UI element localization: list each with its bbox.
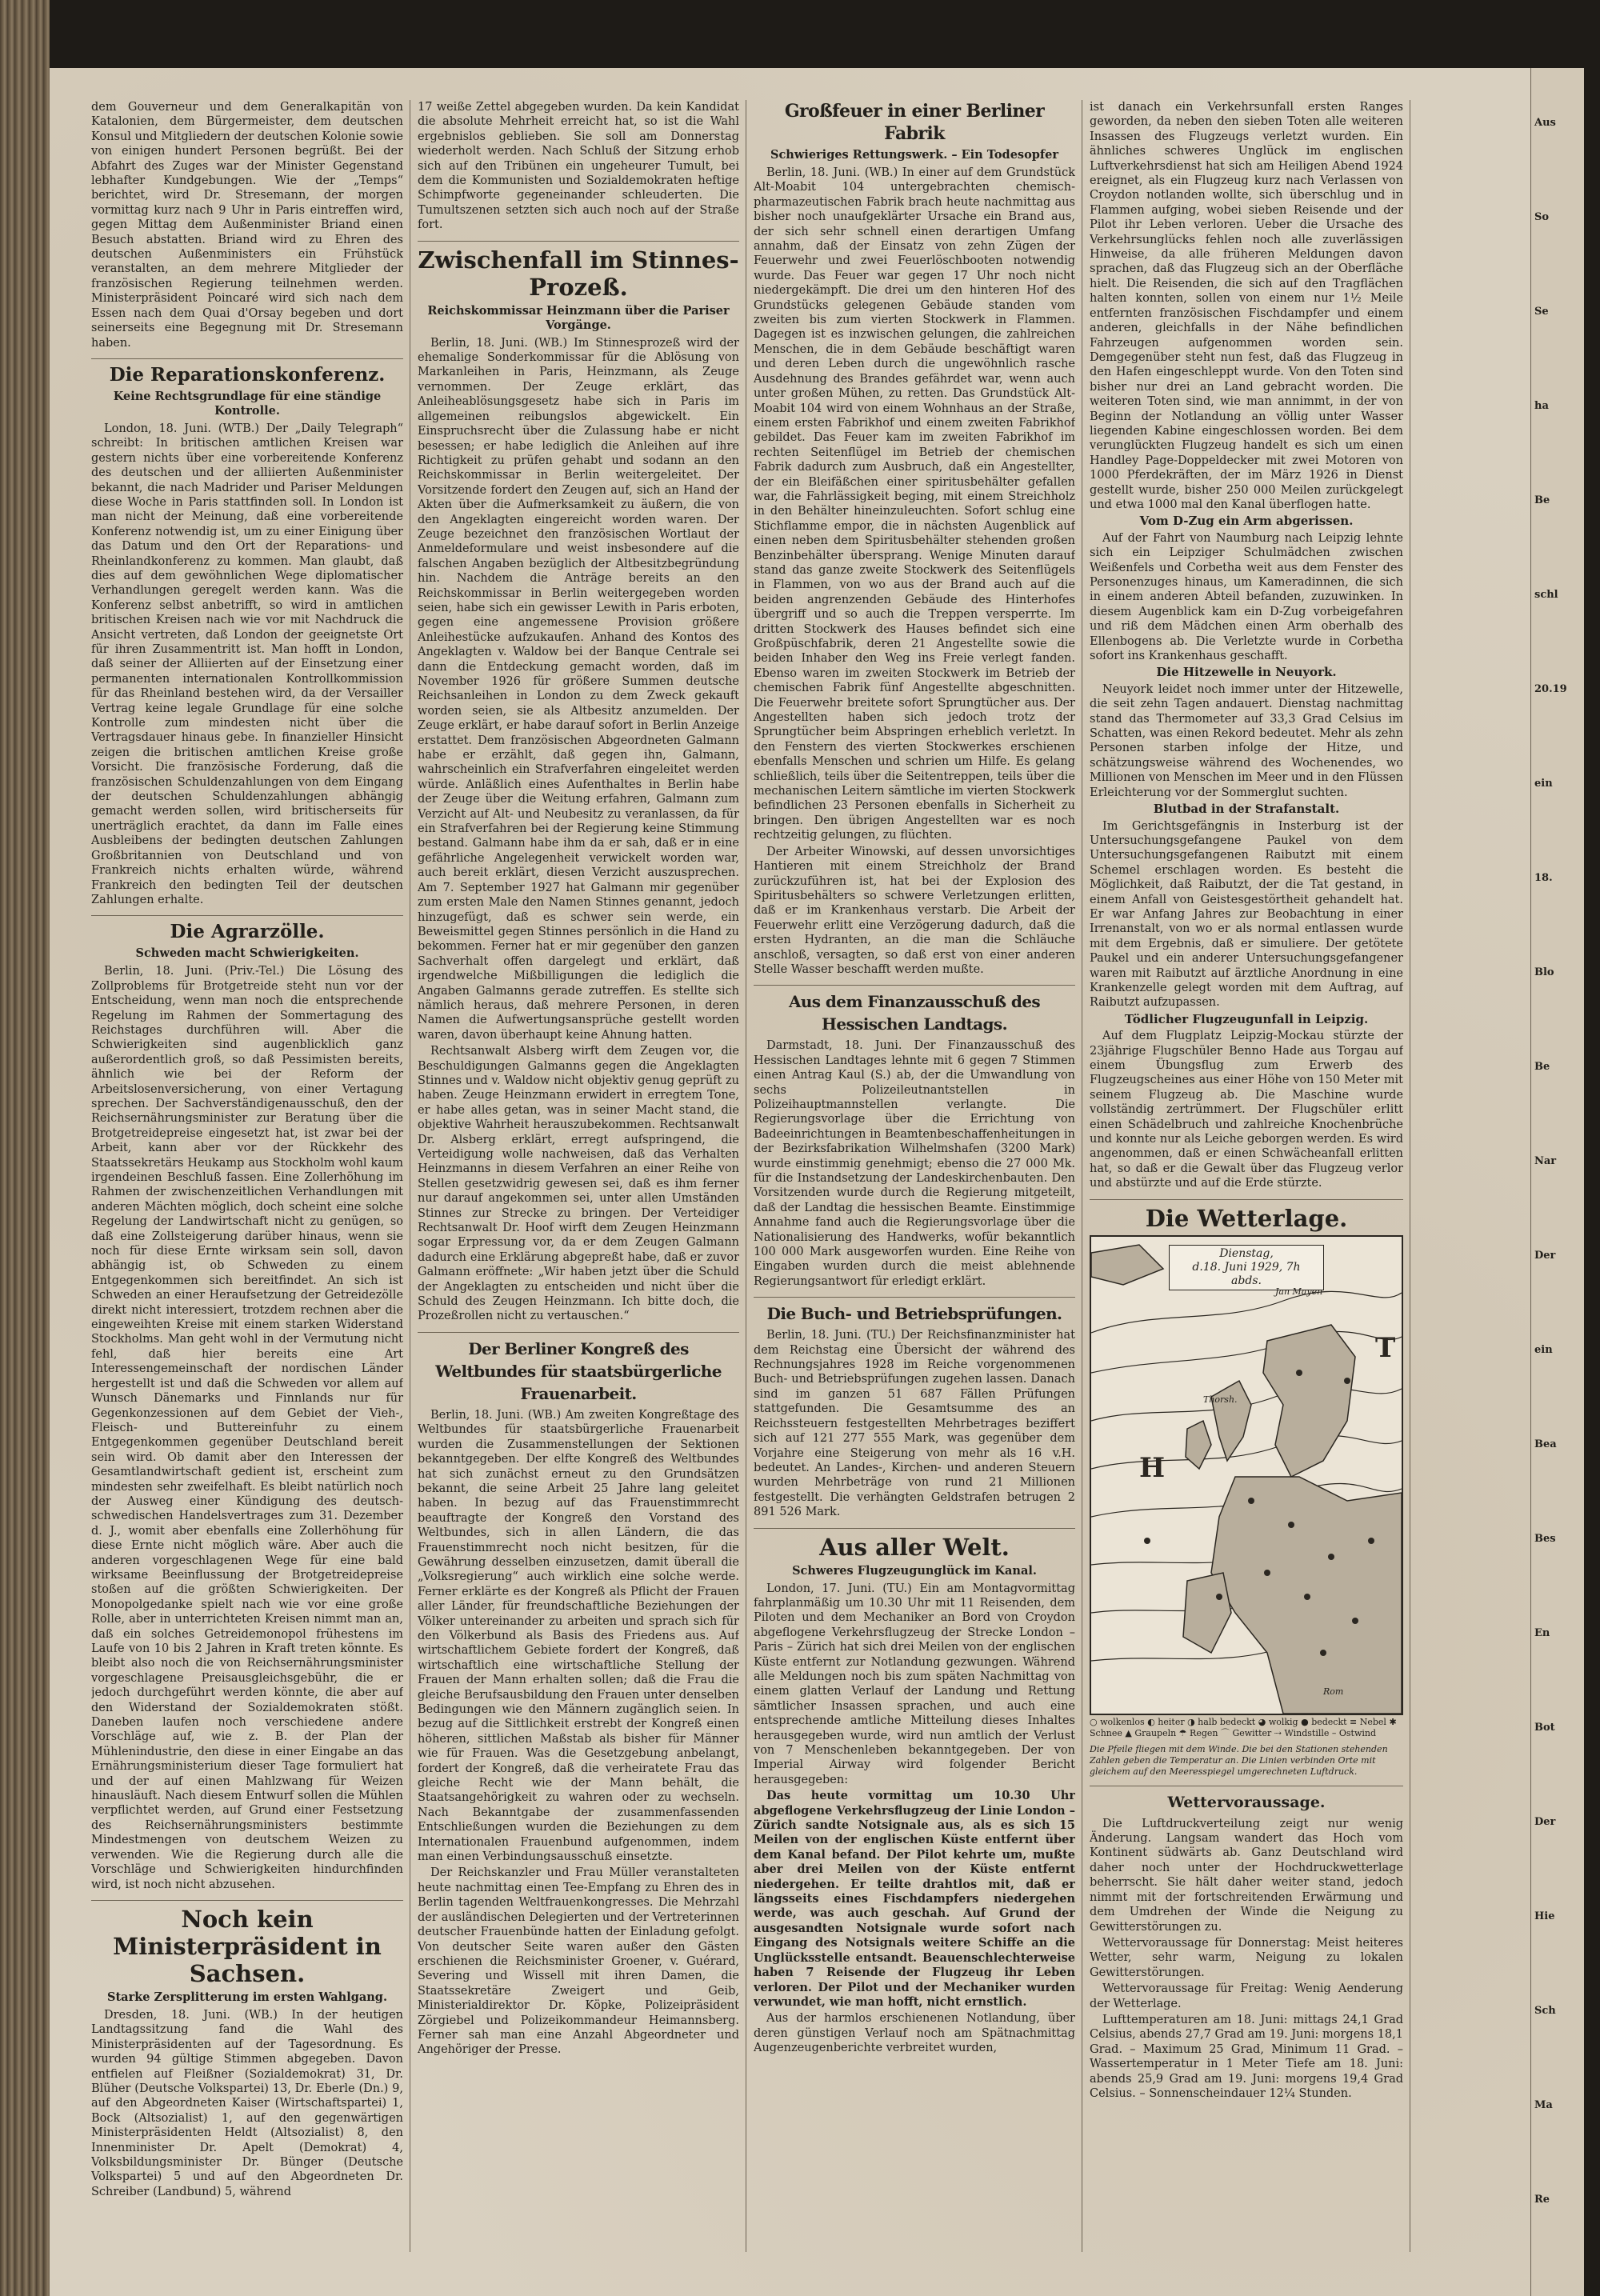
adjacent-page-fragment-text: Bot — [1534, 1722, 1555, 1734]
map-caption-day: Dienstag, — [1219, 1246, 1274, 1260]
adjacent-page-fragment-text: schl — [1534, 589, 1558, 601]
adjacent-page-fragment-text: Nar — [1534, 1155, 1557, 1167]
headline-ministerpraesident: Noch kein Ministerpräsident in Sachsen. — [91, 1900, 403, 1987]
article-body: Berlin, 18. Juni. (TU.) Der Reichsfinanzminister hat dem Reichstag eine Übersicht der während des Rechnungsjahres 1928 im Reiche vorgenommenen Buch- und Betriebsprüfungen zugehen lassen. Danach sind im ganzen 51 687 Fällen Prüfungen stattgefunden. Die Gesamtsumme des an Reichssteuern festgestellten Mehrbetrages beziffert sich auf 121 277 555 Mark, was gegenüber dem Vorjahre eine Steigerung von mehr als 16 v.H. bedeutet. An Landes-, Kirchen- und anderen Steuern wurden Mehrbeträge von rund 21 Millionen festgestellt. Die verhängten Geldstrafen betrugen 2 891 526 Mark. — [754, 1329, 1075, 1519]
headline-weltbund-kongress: Der Berliner Kongreß des Weltbundes für staatsbürgerliche Frauenarbeit. — [418, 1332, 739, 1405]
map-caption — [1169, 1245, 1324, 1290]
adjacent-page-fragment-text: Hie — [1534, 1910, 1555, 1922]
map-place-label: Jan Mayen — [1275, 1286, 1323, 1297]
weather-map-graphic — [1091, 1237, 1402, 1714]
adjacent-page-fragment-text: 18. — [1534, 872, 1553, 884]
adjacent-page-fragment-text: So — [1534, 211, 1550, 223]
adjacent-page-fragment-text: ein — [1534, 778, 1553, 790]
adjacent-page-fragment-text: Re — [1534, 2194, 1550, 2206]
article-body: Die Luftdruckverteilung zeigt nur wenig Änderung. Langsam wandert das Hoch vom Kontinent südwärts ab. Ganz Deutschland wird daher noch unter der Hochdruckwetterlage beherrscht. Sie hält daher weiter stand, jedoch nimmt mit der fortschreitenden Erwärmung und dem Umdrehen der Winde die Neigung zu Gewitterstörungen zu. — [1090, 1817, 1403, 1934]
headline-reparationskonferenz: Die Reparationskonferenz. — [91, 358, 403, 386]
adjacent-page-fragment-text: ein — [1534, 1344, 1553, 1356]
article-body: Lufttemperaturen am 18. Juni: mittags 24,1 Grad Celsius, abends 27,7 Grad am 19. Juni: morgens 18,1 Grad. – Maximum 25 Grad, Minimum 11 Grad. – Wassertemperatur in 1 Meter Tiefe am 18. Juni: abends 25,9 Grad am 19. Juni: morgens 19,4 Grad Celsius. – Sonnenscheindauer 12¼ Stunden. — [1090, 2013, 1403, 2100]
map-place-label: Rom — [1323, 1686, 1344, 1697]
headline-wetterlage: Die Wetterlage. — [1090, 1199, 1403, 1232]
headline-agrarzoelle: Die Agrarzölle. — [91, 915, 403, 943]
headline-stinnes-prozess: Zwischenfall im Stinnes-Prozeß. — [418, 241, 739, 301]
article-body: London, 17. Juni. (TU.) Ein am Montagvormittag fahrplanmäßig um 10.30 Uhr mit 11 Reisenden, dem Piloten und dem Mechaniker an Bord von Croydon abgeflogene Verkehrsflugzeug der Strecke London – Paris – Zürich hat sich drei Meilen von der englischen Küste entfernt zur Notlandung gezwungen. Während alle Meldungen noch bis zum späten Nachmittag von einem glatten Verlauf der Landung und Rettung sämtlicher Insassen sprachen, und auch eine entsprechende amtliche Mitteilung dieses Inhaltes herausgegeben wurde, wird nun amtlich der Verlust von 7 Menschenleben bekanntgegeben. Der von Imperial Airway wird folgender Bericht herausgegeben: — [754, 1582, 1075, 1786]
article-body: Der Arbeiter Winowski, auf dessen unvorsichtiges Hantieren mit einem Streichholz der Brand zurückzuführen ist, hat bei der Explosion des Spiritusbehälters so schwere Verletzungen erlitten, daß er im Krankenhaus verstarb. Die Arbeit der Feuerwehr erlitt eine Verzögerung dadurch, daß die ersten Hydranten, an die man die Schläuche anschloß, versagten, so daß erst von einer anderen Stelle Wasser beschafft werden mußte. — [754, 845, 1075, 976]
subheadline: Schweres Flugzeugunglück im Kanal. — [792, 1563, 1037, 1578]
book-binding — [0, 0, 50, 2296]
adjacent-page-fragment — [1530, 68, 1584, 2296]
article-body: Berlin, 18. Juni. (Priv.-Tel.) Die Lösung des Zollproblems für Brotgetreide steht nun vor der Entscheidung, wenn man noch die entsprechende Regelung im Rahmen der Sommertagung des Reichstages durchführen will. Aber die Schwierigkeiten sind augenblicklich ganz außerordentlich groß, so daß Pessimisten bereits, ähnlich wie bei der Reform der Arbeitslosenversicherung, von einer Vertagung sprechen. Der Sachverständigenausschuß, den der Reichsernährungsminister zur Beratung über die Brotgetreidepreise eingesetzt hat, ist zwar bei der Arbeit, kann aber vor der Rückkehr des Staatssekretärs Heukamp aus Stockholm wohl kaum irgendeinen Beschluß fassen. Eine Zollerhöhung im Rahmen der zwischenzeitlichen Verhandlungen mit anderen Mächten möglich, doch scheint eine solche Regelung der Landwirtschaft nicht zu genügen, so daß eine Zollsteigerung darüber hinaus, wenn sie noch für diese Ernte wirksam sein soll, davon abhängig ist, ob Schweden zu einem Entgegenkommen sich bereitfindet. An sich ist Schweden an einer Heraufsetzung der Getreidezölle direkt nicht interessiert, trotzdem rechnen aber die eingeweihten Kreise mit einem starken Widerstand Stockholms. Man geht wohl in der Vermutung nicht fehl, daß hier bereits eine Art Interessengemeinschaft der nordischen Länder hergestellt ist und daß die Schweden vor allem auf Wunsch Dänemarks und Finnlands nur für Gegenkonzessionen auf dem Gebiet der Vieh-, Fleisch- und Buttereinfuhr zu einem Entgegenkommen gegenüber Deutschland bereit sein wird. Ob damit aber den Interessen der Gesamtlandwirtschaft gedient ist, erscheint zum mindesten sehr zweifelhaft. Es bleibt natürlich noch der Ausweg einer Kündigung des deutsch-schwedischen Handelsvertrages zum 31. Dezember d. J., womit aber ebenfalls eine Zollerhöhung für diese Ernte nicht möglich wäre. Aber auch die anderen vorgeschlagenen Wege für eine bald wirksame Beeinflussung der Brotgetreidepreise stoßen auf die größten Schwierigkeiten. Der Monopolgedanke spielt nach wie vor eine große Rolle, aber in unterrichteten Kreisen nimmt man an, daß ein solches Getreidemonopol frühestens im Laufe von 10 bis 2 Jahren in Kraft treten könnte. Es bleibt also noch die von Reichsernährungsminister vorgeschlagene Preisausgleichsgebühr, die er jedoch durchgeführt werden könnte, die aber auf den Widerstand der Sozialdemokraten stößt. Daneben laufen noch verschiedene andere Vorschläge auf, wie z. B. der Plan der Mühlenindustrie, den diese in einer Eingabe an das Ernährungsministerium dieser Tage formuliert hat und der auf einen Mahlzwang für Weizen hinausläuft. Nach diesem Entwurf sollen die Mühlen verpflichtet werden, auf Grund einer Festsetzung des Reichsernährungsministers bestimmte Mindestmengen von deutschem Weizen zu verwenden. Wie die Regierung durch alle die Vorschläge und Schwierigkeiten hindurchfinden wird, ist noch nicht abzusehen. — [91, 965, 403, 1891]
adjacent-page-fragment-text: Se — [1534, 306, 1549, 318]
headline-aus-aller-welt: Aus aller Welt. — [754, 1528, 1075, 1561]
article-body: Berlin, 18. Juni. (WB.) Im Stinnesprozeß wird der ehemalige Sonderkommissar für die Ablösung von Markanleihen in Paris, Heinzmann, als Zeuge vernommen. Der Zeuge erklärt, das Anleiheablösungsgesetz habe sich in Paris im allgemeinen reibungslos abgewickelt. Ein Einspruchsrecht über die Zulassung habe er nicht besessen; er habe lediglich die Anleihen auf ihre Richtigkeit zu prüfen gehabt und sodann an den Reichskommissar in Berlin weitergeleitet. Der Vorsitzende fordert den Zeugen auf, sich an Hand der Akten über die Aufmerksamkeit zu äußern, die von den Angeklagten eingereicht worden waren. Der Zeuge bezeichnet den französischen Wortlaut der Anmeldeformulare und weist insbesondere auf die falschen Angaben bezüglich der Altbesitzbegründung hin. Nachdem die Anträge bereits an den Reichskommissar in Berlin weitergegeben worden seien, habe sich ein gewisser Lewith in Paris erboten, gegen eine angemessene Provision größere Anleihestücke aufzukaufen. Anhand des Kontos des Angeklagten v. Waldow bei der Banque Centrale sei dann die Entdeckung gemacht worden, daß im November 1926 für größere Summen deutsche Reichsanleihen in London zu dem Zweck gekauft worden seien, sie als Altbesitz anzumelden. Der Zeuge erklärt, er habe darauf sofort in Berlin Anzeige erstattet. Dem französischen Abgeordneten Galmann habe er erzählt, daß gegen ihn, Galmann, wahrscheinlich ein Strafverfahren eingeleitet werden würde. Anläßlich eines Aufenthaltes in Berlin habe der Zeuge über die Weitung erfahren, Galmann zum Verzicht auf Alt- und Neubesitz zu veranlassen, da für ein Strafverfahren bei der Regierung keine Stimmung bestand. Galmann habe ihm da er sah, daß er in eine gefährliche Angelegenheit verwickelt worden war, auch bereit erklärt, diesen Verzicht auszusprechen. Am 7. September 1927 hat Galmann mir gegenüber zum ersten Male den Namen Stinnes genannt, jedoch hinzugefügt, daß es schwer sein werde, ein Beweismittel gegen Stinnes persönlich in die Hand zu bekommen. Ferner hat er mir gegenüber den ganzen Sachverhalt offen dargelegt und erklärt, daß irgendwelche Mißbilligungen die lediglich die Angaben Galmanns gerade zutreffen. Es stellte sich nämlich heraus, daß mehrere Personen, in deren Namen die Aufwertungsansprüche gestellt worden waren, davon überhaupt keine Ahnung hatten. — [418, 336, 739, 1042]
article-body: Auf der Fahrt von Naumburg nach Leipzig lehnte sich ein Leipziger Schulmädchen zwischen Weißenfels und Corbetha weit aus dem Fenster des Personenzuges hinaus, um Kameradinnen, die sich in einem anderen Abteil befanden, zuzuwinken. In diesem Augenblick kam ein D-Zug vorbeigefahren und riß dem Mädchen einen Arm oberhalb des Ellenbogens ab. Die Verletzte wurde in Corbetha sofort ins Krankenhaus geschafft. — [1090, 531, 1403, 663]
column-4 — [1090, 100, 1403, 2252]
subheadline: Blutbad in der Strafanstalt. — [1153, 802, 1340, 817]
article-continuation: ist danach ein Verkehrsunfall ersten Ranges geworden, da neben den sieben Toten alle weiteren Insassen des Flugzeugs verletzt wurden. Ein ähnliches schweres Unglück im englischen Luftverkehrsdienst hat sich am Heiligen Abend 1924 ereignet, als ein Flugzeug kurz nach Verlassen von Croydon notlanden wollte, sich überschlug und in Flammen aufging, wobei sieben Reisende und der Pilot ihr Leben verloren. Ueber die Ursache des Verkehrsunglücks fehlen noch alle zuverlässigen Hinweise, da alle früheren Meldungen davon sprachen, daß das Flugzeug sich an der Oberfläche hielt. Die Reisenden, die sich auf den Tragflächen halten konnten, sollen von einem nur 1½ Meile entfernten französischen Fischdampfer und einem anderen, gleichfalls in der Nähe befindlichen Fahrzeugen aufgenommen worden sein. Demgegenüber steht nun fest, daß das Flugzeug in den Hafen eingeschleppt wurde. Von den Toten sind bisher nur drei an Land gebracht worden. Die weiteren Toten sind, wie man annimmt, in der von Beginn der Notlandung an völlig unter Wasser liegenden Kabine eingeschlossen worden. Bei dem verunglückten Flugzeug handelt es sich um einen Handley Page-Doppeldecker mit zwei Motoren von 1000 Pferdekräften, der im März 1926 in Dienst gestellt wurde, bisher 250 000 Meilen zurückgelegt und etwa 1000 mal den Kanal überflogen hatte. — [1090, 101, 1403, 511]
newspaper-page — [50, 68, 1584, 2296]
article-body: Berlin, 18. Juni. (WB.) In einer auf dem Grundstück Alt-Moabit 104 untergebrachten chemisch-pharmazeutischen Fabrik brach heute nachmittag aus bisher noch unaufgeklärter Ursache ein Brand aus, der sich sehr schnell einen derartigen Umfang annahm, daß der Einsatz von zehn Zügen der Feuerwehr und zwei Feuerlöschbooten notwendig wurde. Das Feuer war gegen 17 Uhr noch nicht niedergekämpft. Die drei um den hinteren Hof des Grundstücks gelegenen Gebäude standen vom zweiten bis zum vierten Stockwerk in Flammen. Dagegen ist es inzwischen gelungen, die zahlreichen Menschen, die in dem Gebäude beschäftigt waren und deren Leben durch die ungewöhnlich rasche Ausdehnung des Brandes gefährdet war, wenn auch unter großen Mühen, zu retten. Das Grundstück Alt-Moabit 104 wird von einem Wohnhaus an der Straße, einem ersten Fabrikhof und einem zweiten Fabrikhof gebildet. Das Feuer kam im zweiten Fabrikhof im rechten Seitenflügel im Betrieb der chemischen Fabrik dadurch zum Ausbruch, daß ein Angestellter, der ein Bleifäßchen einer spiritusbehälter gefallen war, die Fahrlässigkeit beging, mit einem Streichholz in den Behälter hineinzuleuchten. Sofort schlug eine Stichflamme empor, die in nächsten Augenblick auf einen neben dem Spiritusbehälter stehenden großen Benzinbehälter übersprang. Wenige Minuten darauf stand das ganze zweite Stockwerk des Seitenflügels in Flammen, von wo aus der Brand auch auf die beiden angrenzenden Gebäude des Hinterhofes übergriff und so auch die Treppen versperrte. Im dritten Stockwerk des Hauses befindet sich eine Großpüschfabrik, deren 21 Angestellte sowie die beiden Inhaber den Weg ins Freie verlegt fanden. Ebenso waren im zweiten Stockwerk im Betrieb der chemischen Fabrik fünf Angestellte abgeschnitten. Die Feuerwehr breitete sofort Sprungtücher aus. Der Angestellten haben sich jedoch trotz der Sprungtücher beim Abspringen erheblich verletzt. In den Fenstern des vierten Stockwerkes erschienen ebenfalls Menschen und schrien um Hilfe. Es gelang schließlich, teils über die Seitentreppen, teils über die mechanischen Leitern sämtliche im vierten Stockwerk befindlichen 23 Personen ebenfalls in Sicherheit zu bringen. Den übrigen Angestellten war es noch rechtzeitig gelungen, zu flüchten. — [754, 166, 1075, 842]
subheadline: Schweden macht Schwierigkeiten. — [135, 946, 359, 961]
adjacent-page-fragment-text: Be — [1534, 494, 1550, 506]
headline-grossfeuer: Großfeuer in einer Berliner Fabrik — [784, 101, 1045, 144]
weather-map — [1090, 1235, 1403, 1715]
subheadline: Starke Zersplitterung im ersten Wahlgang. — [107, 1990, 387, 2004]
article-body: Berlin, 18. Juni. (WB.) Am zweiten Kongreßtage des Weltbundes für staatsbürgerliche Frauenarbeit wurden die Zusammenstellungen der Sektionen bekanntgegeben. Der elfte Kongreß des Weltbundes hat sich zunächst erneut zu den Grundsätzen bekannt, die seine Arbeit 25 Jahre lang geleitet haben. In bezug auf das Frauenstimmrecht beauftragte der Kongreß den Vorstand des Weltbundes, sich in allen Ländern, die das Frauenstimmrecht noch nicht besitzen, für die Gewährung desselben einzusetzen, damit überall die „Volksregierung“ auch wirklich eine solche werde. Ferner erklärte es der Kongreß als Pflicht der Frauen aller Länder, für freundschaftliche Beziehungen der Völker untereinander zu arbeiten und sprach sich für den Völkerbund als Basis des Friedens aus. Auf wirtschaftlichem Gebiete fordert der Kongreß, daß wirtschaftlich eine wirtschaftliche Stellung der Frauen der Mann erhalten sollen; daß die Frau die gleiche Berufsausbildung den Frauen unter denselben Bedingungen wie den Männern zugänglich seien. In bezug auf die Sittlichkeit erstrebt der Kongreß einen höheren, sittlichen Maßstab als bisher für Männer wie für Frauen. Was die Gesetzgebung anbelangt, fordert der Kongreß, daß die verheiratete Frau das gleiche Recht wie der Mann behält, die Staatsangehörigkeit zu wahren oder zu wechseln. Nach Bekanntgabe der zusammenfassenden Entschließungen wurden die Beziehungen zu dem Internationalen Frauenbund aufgenommen, indem man einen Verbindungsausschuß einsetzte. — [418, 1408, 739, 1864]
article-body: Darmstadt, 18. Juni. Der Finanzausschuß des Hessischen Landtages lehnte mit 6 gegen 7 Stimmen einen Antrag Kaul (S.) ab, der die Umwandlung von sechs Polizeileutnantstellen in Polizeihauptmannstellen verlangte. Die Regierungsvorlage über die Errichtung von Badeeinrichtungen in Beamtenbeschaffenheitungen in der Bezirksfabrikation Wilhelmshafen (3200 Mark) wurde einstimmig genehmigt; ebenso die 27 000 Mk. für die Instandsetzung der Landeskirchenbauten. Den Vorsitzenden wurde durch die Regierung mitgeteilt, daß der Landtag die hessischen Beamte. Einstimmige Annahme fand auch die Regierungsvorlage über die Nationalisierung des Handwerks, wofür bekanntlich 100 000 Mark ausgeworfen wurden. Eine Reihe von Eingaben wurden durch die meist ablehnende Regierungsantwort für erledigt erklärt. — [754, 1039, 1075, 1288]
svg-text:T: T — [1375, 1331, 1396, 1364]
adjacent-page-fragment-text: Be — [1534, 1061, 1550, 1073]
adjacent-page-fragment-text: ha — [1534, 400, 1549, 412]
article-body: Das heute vormittag um 10.30 Uhr abgeflogene Verkehrsflugzeug der Linie London – Zürich sandte Notsignale aus, als es sich 15 Meilen von der englischen Küste entfernt über dem Kanal befand. Der Pilot kehrte um, mußte aber drei Meilen von der Küste entfernt niedergehen. Er teilte drahtlos mit, daß er längsseits eines Fischdampfers niedergehen werde, was auch geschah. Auf Grund der ausgesandten Notsignale wurde sofort nach Eingang des Notsignals weitere Schiffe an die Unglücksstelle entsandt. Beauenschlechterweise haben 7 Reisende der Flugzeug ihr Leben verloren. Der Pilot und der Mechaniker wurden verwundet, wie man hofft, nicht ernstlich. — [754, 1789, 1075, 2009]
adjacent-page-fragment-text: Bes — [1534, 1533, 1556, 1545]
article-body: Auf dem Flugplatz Leipzig-Mockau stürzte der 23jährige Flugschüler Benno Hade aus Torgau auf einem Übungsflug zum Erwerb des Flugzeugscheines aus einer Höhe von 150 Meter mit seinem Flugzeug ab. Die Maschine wurde vollständig zertrümmert. Der Flugschüler erlitt einen Schädelbruch und zahlreiche Knochenbrüche und konnte nur als Leiche geborgen werden. Es wird angenommen, daß er einen Schwächeanfall erlitten hat, so daß er die Gewalt über das Flugzeug verlor und abstürzte und auf die Erde stürzte. — [1090, 1030, 1403, 1190]
article-body: Neuyork leidet noch immer unter der Hitzewelle, die seit zehn Tagen andauert. Dienstag nachmittag stand das Thermometer auf 33,3 Grad Celsius im Schatten, was einen Rekord bedeutet. Mehr als zehn Personen starben infolge der Hitze, und schätzungsweise während des Wochenendes, wo Millionen von Menschen im Meer und in den Flüssen Erleichterung vor der Sommerglut suchten. — [1090, 682, 1403, 799]
subheadline: Vom D-Zug ein Arm abgerissen. — [1139, 514, 1354, 529]
adjacent-page-fragment-text: Der — [1534, 1816, 1556, 1828]
adjacent-page-fragment-text: Der — [1534, 1250, 1556, 1262]
subheadline: Reichskommissar Heinzmann über die Pariser Vorgänge. — [427, 303, 730, 332]
column-3 — [754, 100, 1075, 2252]
adjacent-page-fragment-text: Blo — [1534, 966, 1554, 978]
column-2 — [418, 100, 739, 2252]
adjacent-page-fragment-text: En — [1534, 1627, 1550, 1639]
adjacent-page-fragment-text: Ma — [1534, 2099, 1553, 2111]
headline-finanzausschuss: Aus dem Finanzausschuß des Hessischen Landtags. — [754, 985, 1075, 1035]
article-body: London, 18. Juni. (WTB.) Der „Daily Telegraph“ schreibt: In britischen amtlichen Kreisen war gestern nichts über eine vorbereitende Konferenz des deutschen und der alliierten Außenminister bekannt, die nach Madrider und Pariser Meldungen diese Woche in Paris stattfinden soll. In London ist man nicht der Meinung, daß eine vorbereitende Konferenz notwendig ist, um zu einer Einigung über das Datum und den Ort der Reparations- und Rheinlandkonferenz zu kommen. Man glaubt, daß dies auf dem gewöhnlichen Wege diplomatischer Verhandlungen geregelt werden kann. Was die Konferenz selbst anbetrifft, so wird in amtlichen britischen Kreisen nach wie vor mit Nachdruck die Ansicht vertreten, daß London der geeignetste Ort für ihren Zusammentritt ist. Man hofft in London, daß seiner der Alliierten auf der Einsetzung einer permanenten internationalen Kontrollkommission für das Rheinland bestehen wird, da der Versailler Vertrag keine legale Grundlage für eine solche Kontrolle zum mindesten nicht über die Vertragsdauer hinaus gebe. In finanzieller Hinsicht zeigen die britischen amtlichen Kreise große Vorsicht. Die französische Forderung, daß die französischen Schuldenzahlungen von dem Eingang der deutschen Schuldenzahlungen abhängig gemacht werden sollen, wird britischerseits für unerträglich erachtet, da dann im Falle eines Ausbleibens der bedingten deutschen Zahlungen Großbritannien von Deutschland und von Frankreich nichts erhalten würde, während Frankreich den bedingten Teil der deutschen Zahlungen erhalte. — [91, 422, 403, 906]
map-note: Die Pfeile fliegen mit dem Winde. Die bei den Stationen stehenden Zahlen geben die Temperatur an. Die Linien verbinden Orte mit gleichem auf den Meeresspiegel umgerechneten Luftdruck. — [1090, 1743, 1388, 1777]
subheadline: Tödlicher Flugzeugunfall in Leipzig. — [1124, 1011, 1369, 1026]
adjacent-page-fragment-text: Sch — [1534, 2005, 1556, 2017]
subheadline: Schwieriges Rettungswerk. – Ein Todesopfer — [770, 148, 1058, 162]
map-caption-date: d.18. Juni 1929, 7h abds. — [1192, 1260, 1301, 1287]
subheadline: Keine Rechtsgrundlage für eine ständige Kontrolle. — [113, 389, 382, 418]
adjacent-page-fragment-text: Bea — [1534, 1438, 1557, 1450]
headline-buchpruefungen: Die Buch- und Betriebsprüfungen. — [754, 1297, 1075, 1325]
article-body: Rechtsanwalt Alsberg wirft dem Zeugen vor, die Beschuldigungen Galmanns gegen die Angeklagten Stinnes und v. Waldow nicht objektiv genug geprüft zu haben. Zeuge Heinzmann erwidert in erregtem Tone, er habe alles getan, was in seiner Macht stand, die objektive Wahrheit herauszubekommen. Rechtsanwalt Dr. Alsberg erklärt, erregt aufspringend, die Verteidigung wolle nachweisen, daß das Verhalten Heinzmanns in diesem Verfahren an einer Reihe von Stellen gesetzwidrig gewesen sei, daß es ihm ferner nur darauf angekommen sei, unter allen Umständen Stinnes zur Strecke zu bringen. Der Verteidiger Rechtsanwalt Dr. Hoof wirft dem Zeugen Heinzmann sogar Erpressung vor, da er dem Zeugen Galmann dadurch eine Erklärung abgepreßt habe, daß er zuvor Galmann eröffnete: „Wir haben jetzt über die Schuld der Angeklagten zu entscheiden und nicht über die Schuld des Zeugen Heinzmann. Ich bitte doch, die Prozeßrollen nicht zu vertauschen.“ — [418, 1045, 739, 1323]
adjacent-page-fragment-text: 20.19 — [1534, 683, 1567, 695]
article-continuation: 17 weiße Zettel abgegeben wurden. Da kein Kandidat die absolute Mehrheit erreicht hat, so ist die Wahl ergebnislos geblieben. Sie soll am Donnerstag wiederholt werden. Nach Schluß der Sitzung erhob sich auf den Tribünen ein ungeheurer Tumult, bei dem die Kommunisten und Sozialdemokraten heftige Schimpfworte gegeneinander schleuderten. Die Tumultszenen setzten sich auch noch auf der Straße fort. — [418, 101, 739, 232]
article-continuation: dem Gouverneur und dem Generalkapitän von Katalonien, dem Bürgermeister, dem deutschen Konsul und Mitgliedern der deutschen Kolonie sowie von einigen hundert Personen begrüßt. Bei der Abfahrt des Zuges war der Minister Gegenstand lebhafter Kundgebungen. Wie der „Temps“ berichtet, wird Dr. Stresemann, der morgen vormittag kurz nach 9 Uhr in Paris eintreffen wird, gegen Mittag dem Außenminister Briand einen Besuch abstatten. Briand wird zu Ehren des deutschen Außenministers ein Frühstück veranstalten, an dem mehrere Mitglieder der französischen Regierung teilnehmen werden. Ministerpräsident Poincaré wird sich nach dem Essen nach dem Quai d'Orsay begeben und dort seinerseits eine Begegnung mit Dr. Stresemann haben. — [91, 101, 403, 350]
column-1 — [91, 100, 403, 2252]
article-body: Der Reichskanzler und Frau Müller veranstalteten heute nachmittag einen Tee-Empfang zu Ehren des in Berlin tagenden Weltfrauenkongresses. Die Mehrzahl der ausländischen Delegierten und der Vertreterinnen deutscher Frauenbünde hatten der Einladung gefolgt. Von deutscher Seite waren außer den Gästen erschienen die Reichsminister Groener, v. Guérard, Severing und Wissell mit ihren Damen, die Staatssekretäre Zweigert und Geib, Ministerialdirektor Dr. Köpke, Polizeipräsident Zörgiebel und Polizeikommandeur Heimannsberg. Ferner sah man eine Anzahl Abgeordneter und Angehöriger der Presse. — [418, 1866, 739, 2057]
adjacent-page-fragment-text: Aus — [1534, 117, 1556, 129]
article-body: Wettervoraussage für Freitag: Wenig Aenderung der Wetterlage. — [1090, 1982, 1403, 2010]
article-body: Im Gerichtsgefängnis in Insterburg ist der Untersuchungsgefangene Paukel von dem Untersuchungsgefangenen Raibutzt mit einem Schemel erschlagen worden. Es besteht die Möglichkeit, daß Raibutzt, der die Tat gestand, in einem Anfall von Geistesgestörtheit gehandelt hat. Er war Anfang Jahres zur Beobachtung in einer Irrenanstalt, von wo er als normal entlassen wurde mit dem Ergebnis, daß er simuliere. Der getötete Paukel und ein anderer Untersuchungsgefangener waren mit Raibutzt auf ärztliche Anordnung in eine Krankenzelle gelegt worden mit dem Auftrag, auf Raibutzt aufzupassen. — [1090, 819, 1403, 1010]
subheadline: Die Hitzewelle in Neuyork. — [1156, 665, 1337, 680]
headline-wettervoraussage: Wettervoraussage. — [1090, 1786, 1403, 1814]
map-place-label: Thorsh. — [1203, 1394, 1238, 1405]
article-body: Dresden, 18. Juni. (WB.) In der heutigen Landtagssitzung fand die Wahl des Ministerpräsidenten auf der Tagesordnung. Es wurden 94 gültige Stimmen abgegeben. Davon entfielen auf Fleißner (Sozialdemokrat) 31, Dr. Blüher (Deutsche Volkspartei) 13, Dr. Eberle (Dn.) 9, auf den Abgeordneten Kaiser (Wirtschaftspartei) 1, Bock (Altsozialist) 1, auf den gegenwärtigen Ministerpräsidenten Heldt (Altsozialist) 8, den Innenminister Dr. Apelt (Demokrat) 4, Volksbildungsminister Dr. Bünger (Deutsche Volkspartei) 5 und auf den Abgeordneten Dr. Schreiber (Landbund) 5, während — [91, 2008, 403, 2198]
svg-text:H: H — [1139, 1451, 1166, 1484]
article-body: Wettervoraussage für Donnerstag: Meist heiteres Wetter, sehr warm, Neigung zu lokalen Gewitterstörungen. — [1090, 1936, 1403, 1979]
article-body: Aus der harmlos erschienenen Notlandung, über deren günstigen Verlauf noch am Spätnachmittag Augenzeugenberichte verbreitet wurden, — [754, 2012, 1075, 2055]
map-legend: ○ wolkenlos ◐ heiter ◑ halb bedeckt ◕ wolkig ● bedeckt ≡ Nebel ✱ Schnee ▲ Graupeln ☂ Regen ⌒ Gewitter ⇢ Windstille – Ostwind — [1090, 1716, 1397, 1738]
